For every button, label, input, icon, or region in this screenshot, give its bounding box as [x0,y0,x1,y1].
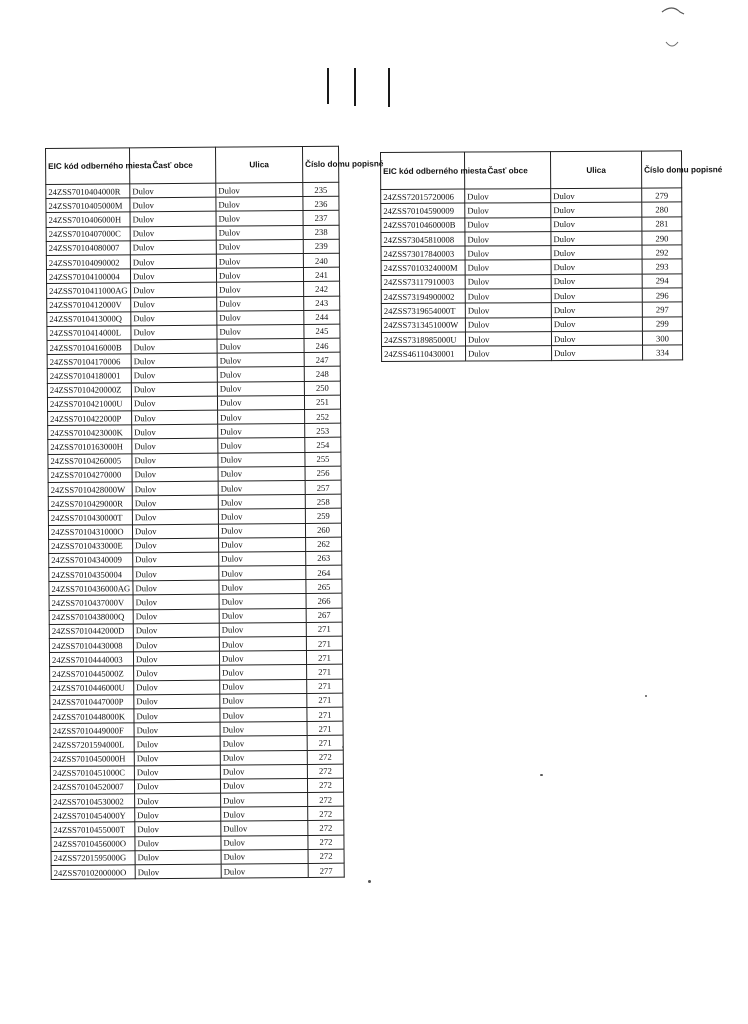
cast-obce-cell: Dulov [131,339,217,354]
ulica-cell: Dulov [220,764,307,779]
eic-cell: 24ZSS7010460000B [381,218,465,233]
eic-cell: 24ZSS7318985000U [381,332,465,347]
eic-cell: 24ZSS70104080007 [46,241,130,256]
cast-obce-cell: Dulov [134,708,220,723]
cast-obce-cell: Dulov [130,197,216,212]
ulica-cell: Dulov [551,202,642,217]
cislo-domu-cell: 254 [305,438,341,452]
cast-obce-cell: Dulov [134,736,220,751]
eic-cell: 24ZSS7010324000M [381,261,465,276]
ulica-cell: Dulov [216,253,303,268]
cislo-domu-cell: 299 [642,317,682,332]
cislo-domu-cell: 294 [642,274,682,289]
ulica-cell: Dulov [221,793,308,808]
eic-cell: 24ZSS70104590009 [381,203,465,218]
cislo-domu-cell: 260 [305,523,341,537]
ulica-cell: Dulov [218,509,305,524]
eic-cell: 24ZSS7010436000AG [49,581,133,596]
cast-obce-cell: Dulov [130,183,216,198]
table-row [381,202,682,218]
cislo-domu-cell: 237 [303,211,339,225]
ulica-cell: Dulov [217,282,304,297]
ulica-cell: Dulov [551,217,642,232]
cislo-domu-cell: 236 [303,196,339,210]
cislo-domu-cell: 272 [308,806,344,820]
eic-cell: 24ZSS7010445000Z [50,666,134,681]
cast-obce-cell: Dulov [133,552,219,567]
cast-obce-cell: Dulov [132,410,218,425]
ulica-cell: Dulov [217,367,304,382]
cislo-domu-cell: 264 [306,565,342,579]
ulica-cell: Dulov [218,438,305,453]
cislo-domu-cell: 257 [305,480,341,494]
cislo-domu-cell: 297 [642,302,682,317]
cislo-domu-cell: 272 [308,792,344,806]
ulica-cell: Dulov [551,303,642,318]
ulica-cell: Dulov [218,424,305,439]
ulica-cell: Dulov [219,651,306,666]
cislo-domu-cell: 245 [304,324,340,338]
eic-cell: 24ZSS7201595000G [51,851,135,866]
cast-obce-cell: Dulov [133,651,219,666]
cast-obce-cell: Dulov [132,453,218,468]
eic-cell: 24ZSS72015720006 [381,189,465,204]
ulica-cell: Dulov [218,466,305,481]
cislo-domu-cell: 267 [306,608,342,622]
cast-obce-cell: Dulov [135,807,221,822]
table-row [382,345,683,361]
scan-speck [368,880,371,883]
eic-cell: 24ZSS7010423000K [48,425,132,440]
header-eic: EIC kód odberného miesta [46,148,130,185]
ulica-cell: Dulov [217,296,304,311]
ulica-cell: Dulov [551,274,642,289]
cast-obce-cell: Dulov [132,524,218,539]
eic-cell: 24ZSS7201594000L [50,737,134,752]
eic-cell: 24ZSS7010411000AG [47,283,131,298]
cast-obce-cell: Dulov [133,637,219,652]
table-row [381,188,682,204]
eic-cell: 24ZSS70104170006 [47,354,131,369]
cislo-domu-cell: 300 [642,331,682,346]
ulica-cell: Dulov [551,245,642,260]
vertical-stroke-mark [327,68,329,104]
eic-cell: 24ZSS70104350004 [49,567,133,582]
table-row [381,331,682,347]
cislo-domu-cell: 258 [305,494,341,508]
cast-obce-cell: Dulov [465,332,551,347]
vertical-stroke-mark [388,68,390,107]
cast-obce-cell: Dulov [131,353,217,368]
ulica-cell: Dulov [216,197,303,212]
right-address-table [380,150,723,361]
cislo-domu-cell: 251 [304,395,340,409]
ulica-cell: Dulov [216,211,303,226]
eic-cell: 24ZSS7010163000H [48,439,132,454]
cislo-domu-cell: 293 [642,259,682,274]
eic-cell: 24ZSS7010412000V [47,297,131,312]
ulica-cell: Dulov [217,339,304,354]
cast-obce-cell: Dulov [465,260,551,275]
table-row [51,863,344,879]
eic-cell: 24ZSS7010442000D [49,624,133,639]
cislo-domu-cell: 277 [308,863,344,877]
cast-obce-cell: Dulov [465,303,551,318]
cast-obce-cell: Dulov [465,217,551,232]
cislo-domu-cell: 235 [303,182,339,196]
table-row [381,288,682,304]
eic-cell: 24ZSS70104530002 [51,794,135,809]
cislo-domu-cell: 255 [305,452,341,466]
ulica-cell: Dulov [219,551,306,566]
cast-obce-cell: Dulov [130,268,216,283]
table-row [381,274,682,290]
eic-cell: 24ZSS73045810008 [381,232,465,247]
scan-speck [540,774,543,776]
ulica-cell: Dulov [551,188,642,203]
cislo-domu-cell: 272 [308,821,344,835]
cast-obce-cell: Dulov [465,246,551,261]
cast-obce-cell: Dulov [134,779,220,794]
eic-cell: 24ZSS73117910003 [381,275,465,290]
header-cislo-domu: Číslo domu popisné [302,146,338,182]
cislo-domu-cell: 239 [303,239,339,253]
cast-obce-cell: Dulov [135,864,221,879]
ulica-cell: Dulov [218,480,305,495]
ulica-cell: Dulov [551,317,642,332]
ulica-cell: Dulov [217,395,304,410]
cislo-domu-cell: 271 [307,707,343,721]
eic-cell: 24ZSS7010433000E [49,539,133,554]
eic-cell: 24ZSS7010449000F [50,723,134,738]
table-header-row [381,151,682,190]
cislo-domu-cell: 241 [303,267,339,281]
ulica-cell: Dulov [216,268,303,283]
cislo-domu-cell: 292 [642,245,682,260]
cislo-domu-cell: 272 [307,778,343,792]
ulica-cell: Dullov [221,821,308,836]
cast-obce-cell: Dulov [465,274,551,289]
eic-cell: 24ZSS7010456000O [51,836,135,851]
eic-cell: 24ZSS7313451000W [381,318,465,333]
ulica-cell: Dulov [216,182,303,197]
table-header-row [46,146,339,184]
cislo-domu-cell: 272 [308,835,344,849]
eic-cell: 24ZSS7319654000T [381,303,465,318]
eic-cell: 24ZSS7010446000U [50,680,134,695]
eic-cell: 24ZSS70104430008 [49,638,133,653]
ulica-cell: Dulov [551,288,642,303]
cislo-domu-cell: 272 [307,750,343,764]
header-cast-obce: Časť obce [130,147,216,184]
cast-obce-cell: Dulov [465,317,551,332]
eic-cell: 24ZSS7010451000C [50,766,134,781]
ulica-cell: Dulov [218,523,305,538]
cislo-domu-cell: 271 [307,665,343,679]
left-address-table [45,146,384,880]
cast-obce-cell: Dulov [133,580,219,595]
cast-obce-cell: Dulov [135,822,221,837]
cast-obce-cell: Dulov [465,203,551,218]
header-ulica: Ulica [215,146,302,183]
ulica-cell: Dulov [219,636,306,651]
cislo-domu-cell: 271 [307,679,343,693]
eic-cell: 24ZSS70104090002 [46,255,130,270]
cast-obce-cell: Dulov [132,424,218,439]
cast-obce-cell: Dulov [131,282,217,297]
eic-cell: 24ZSS7010414000L [47,326,131,341]
cast-obce-cell: Dulov [134,666,220,681]
eic-cell: 24ZSS70104340009 [49,553,133,568]
eic-cell: 24ZSS7010438000Q [49,609,133,624]
eic-cell: 24ZSS7010447000P [50,695,134,710]
header-ulica: Ulica [551,151,642,188]
cislo-domu-cell: 244 [304,310,340,324]
eic-cell: 24ZSS70104180001 [47,368,131,383]
cast-obce-cell: Dulov [130,254,216,269]
ulica-cell: Dulov [220,679,307,694]
cast-obce-cell: Dulov [465,289,551,304]
eic-cell: 24ZSS7010404000R [46,184,130,199]
ulica-cell: Dulov [217,353,304,368]
scan-speck [342,746,344,748]
eic-cell: 24ZSS7010420000Z [47,382,131,397]
cislo-domu-cell: 272 [308,849,344,863]
ulica-cell: Dulov [216,239,303,254]
eic-cell: 24ZSS7010429000R [48,496,132,511]
cislo-domu-cell: 279 [642,188,682,203]
cast-obce-cell: Dulov [133,609,219,624]
cislo-domu-cell: 280 [642,202,682,217]
ulica-cell: Dulov [216,225,303,240]
cast-obce-cell: Dulov [465,189,551,204]
cast-obce-cell: Dulov [131,396,217,411]
ulica-cell: Dulov [220,665,307,680]
ulica-cell: Dulov [219,622,306,637]
ulica-cell: Dulov [552,345,643,360]
header-cislo-domu: Číslo domu popisné [641,151,681,188]
cast-obce-cell: Dulov [134,722,220,737]
eic-cell: 24ZSS7010407000C [46,226,130,241]
cast-obce-cell: Dulov [135,836,221,851]
table-row [381,302,682,318]
cislo-domu-cell: 250 [304,381,340,395]
ulica-cell: Dulov [220,778,307,793]
cast-obce-cell: Dulov [132,467,218,482]
ulica-cell: Dulov [551,260,642,275]
cast-obce-cell: Dulov [465,231,551,246]
cislo-domu-cell: 242 [304,282,340,296]
cast-obce-cell: Dulov [132,439,218,454]
cislo-domu-cell: 248 [304,367,340,381]
eic-cell: 24ZSS70104440003 [49,652,133,667]
ulica-cell: Dulov [221,863,308,878]
ulica-cell: Dulov [217,381,304,396]
table-row [381,259,682,275]
cast-obce-cell: Dulov [134,751,220,766]
cast-obce-cell: Dulov [131,368,217,383]
ulica-cell: Dulov [551,231,642,246]
cislo-domu-cell: 271 [307,721,343,735]
cast-obce-cell: Dulov [131,382,217,397]
cislo-domu-cell: 252 [305,409,341,423]
cislo-domu-cell: 271 [307,735,343,749]
scan-speck [645,695,647,697]
eic-cell: 24ZSS7010450000H [50,751,134,766]
eic-cell: 24ZSS7010416000B [47,340,131,355]
cast-obce-cell: Dulov [134,765,220,780]
cast-obce-cell: Dulov [133,595,219,610]
eic-cell: 24ZSS7010448000K [50,709,134,724]
ulica-cell: Dulov [218,495,305,510]
ulica-cell: Dulov [219,566,306,581]
eic-cell: 24ZSS7010413000Q [47,312,131,327]
cast-obce-cell: Dulov [130,226,216,241]
cislo-domu-cell: 263 [306,551,342,565]
ulica-cell: Dulov [220,707,307,722]
eic-cell: 24ZSS46110430001 [382,346,466,361]
ulica-cell: Dulov [551,331,642,346]
eic-cell: 24ZSS7010421000U [47,397,131,412]
handwritten-mark-icon [658,2,688,52]
cislo-domu-cell: 296 [642,288,682,303]
cislo-domu-cell: 259 [305,508,341,522]
cast-obce-cell: Dulov [131,297,217,312]
eic-cell: 24ZSS73017840003 [381,246,465,261]
header-cast-obce: Časť obce [465,152,551,189]
cislo-domu-cell: 253 [305,423,341,437]
cislo-domu-cell: 240 [303,253,339,267]
cast-obce-cell: Dulov [133,566,219,581]
ulica-cell: Dulov [221,807,308,822]
ulica-cell: Dulov [221,849,308,864]
cast-obce-cell: Dulov [134,680,220,695]
cislo-domu-cell: 265 [306,579,342,593]
ulica-cell: Dulov [219,537,306,552]
cast-obce-cell: Dulov [132,481,218,496]
eic-cell: 24ZSS7010422000P [48,411,132,426]
eic-cell: 24ZSS7010200000O [51,865,135,880]
ulica-cell: Dulov [219,608,306,623]
cislo-domu-cell: 271 [306,636,342,650]
cislo-domu-cell: 246 [304,338,340,352]
table-row [381,317,682,333]
eic-cell: 24ZSS7010428000W [48,482,132,497]
cislo-domu-cell: 290 [642,231,682,246]
ulica-cell: Dulov [220,750,307,765]
cislo-domu-cell: 334 [643,345,683,360]
eic-cell: 24ZSS70104100004 [46,269,130,284]
cislo-domu-cell: 271 [306,622,342,636]
ulica-cell: Dulov [218,452,305,467]
eic-cell: 24ZSS7010454000Y [51,808,135,823]
ulica-cell: Dulov [217,310,304,325]
cislo-domu-cell: 272 [307,764,343,778]
cast-obce-cell: Dulov [466,346,552,361]
cislo-domu-cell: 281 [642,217,682,232]
eic-cell: 24ZSS70104270000 [48,468,132,483]
cast-obce-cell: Dulov [130,212,216,227]
cislo-domu-cell: 238 [303,225,339,239]
cast-obce-cell: Dulov [132,495,218,510]
eic-cell: 24ZSS73194900002 [381,289,465,304]
cislo-domu-cell: 256 [305,466,341,480]
cislo-domu-cell: 243 [304,296,340,310]
cislo-domu-cell: 271 [306,650,342,664]
cislo-domu-cell: 247 [304,352,340,366]
ulica-cell: Dulov [217,324,304,339]
vertical-stroke-mark [354,68,356,106]
cast-obce-cell: Dulov [133,538,219,553]
ulica-cell: Dulov [220,736,307,751]
header-eic: EIC kód odberného miesta [381,152,465,189]
cast-obce-cell: Dulov [130,240,216,255]
cast-obce-cell: Dulov [131,311,217,326]
ulica-cell: Dulov [220,722,307,737]
table-row [381,217,682,233]
eic-cell: 24ZSS7010406000H [46,212,130,227]
eic-cell: 24ZSS70104260005 [48,453,132,468]
cislo-domu-cell: 262 [306,537,342,551]
table-row [381,245,682,261]
cislo-domu-cell: 271 [307,693,343,707]
eic-cell: 24ZSS7010405000M [46,198,130,213]
ulica-cell: Dulov [218,409,305,424]
cast-obce-cell: Dulov [134,694,220,709]
ulica-cell: Dulov [219,580,306,595]
eic-cell: 24ZSS7010437000V [49,595,133,610]
ulica-cell: Dulov [220,693,307,708]
eic-cell: 24ZSS7010431000O [48,524,132,539]
eic-cell: 24ZSS7010455000T [51,822,135,837]
cast-obce-cell: Dulov [135,793,221,808]
cislo-domu-cell: 266 [306,594,342,608]
cast-obce-cell: Dulov [131,325,217,340]
ulica-cell: Dulov [219,594,306,609]
table-row [381,231,682,247]
ulica-cell: Dulov [221,835,308,850]
eic-cell: 24ZSS7010430000T [48,510,132,525]
cast-obce-cell: Dulov [135,850,221,865]
cast-obce-cell: Dulov [133,623,219,638]
eic-cell: 24ZSS70104520007 [50,780,134,795]
cast-obce-cell: Dulov [132,509,218,524]
